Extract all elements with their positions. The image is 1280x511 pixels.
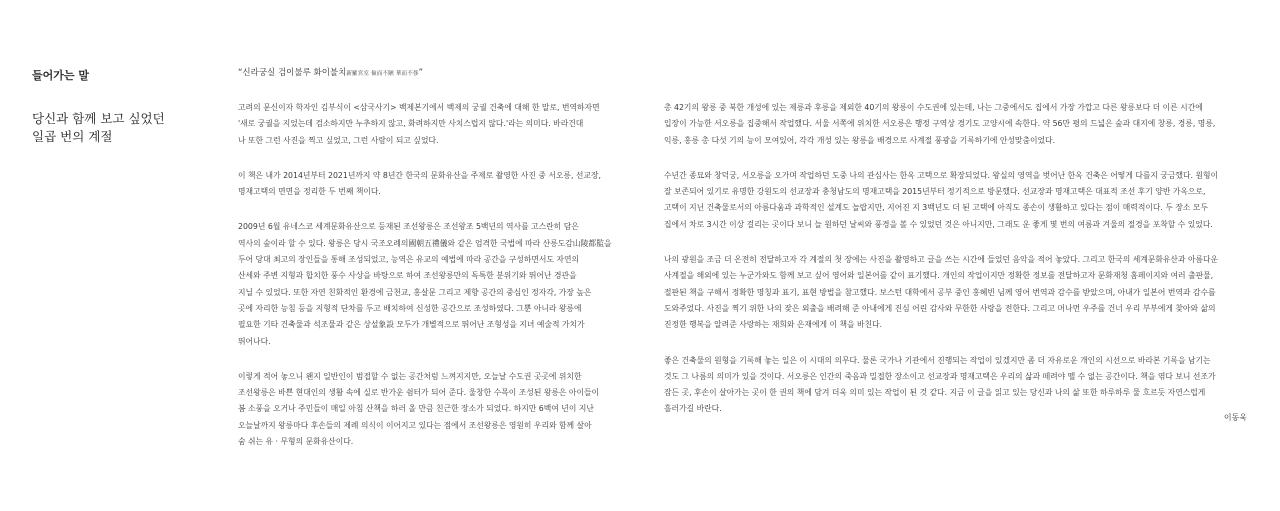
paragraph xyxy=(664,100,1216,149)
paragraph xyxy=(238,369,630,450)
epigraph-hanja: 新羅宮室 儉而不陋 華而不侈 xyxy=(346,71,419,77)
paragraph xyxy=(664,353,1216,418)
text-line: 고려의 문신이자 학자인 김부식이 <삼국사기> 백제본기에서 백제의 궁궐 건축에 대해 한 말로, 번역하자면 xyxy=(238,103,600,112)
paragraph xyxy=(238,168,630,201)
section-label: 들어가는 말 xyxy=(32,69,89,82)
text-line: 2009년 6월 유네스코 세계문화유산으로 등재된 조선왕릉은 조선왕조 5백년의 역사를 고스란히 담은 xyxy=(238,222,579,232)
text-line: 산세와 주변 지형과 합치한 풍수 사상을 바탕으로 하여 조선왕릉만의 독특한 분위기와 뛰어난 경관을 xyxy=(238,271,577,281)
author-signature: 이동욱 xyxy=(1223,413,1247,422)
text-line: 도와주었다. 사진을 찍기 위한 나의 잦은 외출을 배려해 준 아내에게 진심 어린 감사와 무한한 사랑을 전한다. 그리고 머나먼 우주를 건너 우리 부부에게 찾아와 삶의 xyxy=(664,303,1216,313)
text-line: 총 42기의 왕릉 중 북한 개성에 있는 제릉과 후릉을 제외한 40기의 왕릉이 수도권에 있는데, 나는 그중에서도 집에서 가장 가깝고 다른 왕릉보다 더 이른 시간에 xyxy=(664,103,1203,112)
epigraph-text: “신라궁실 검이불루 화이불치 xyxy=(238,68,347,78)
title-line: 일곱 번의 계절 xyxy=(32,129,113,144)
text-line: '새로 궁궐을 지었는데 검소하지만 누추하지 않고, 화려하지만 사치스럽지 않다.'라는 의미다. 바라건대 xyxy=(238,119,584,129)
left-text-column xyxy=(238,100,630,469)
text-line: 나 또한 그런 사진을 찍고 싶었고, 그런 사람이 되고 싶었다. xyxy=(238,135,439,145)
text-line: 숨 쉬는 유 · 무형의 문화유산이다. xyxy=(238,437,354,447)
text-line: 명재고택의 면면을 정리한 두 번째 책이다. xyxy=(238,187,381,197)
text-line: 오늘날까지 왕릉마다 후손들의 제례 의식이 이어지고 있다는 점에서 조선왕릉은 영원히 우리와 함께 살아 xyxy=(238,420,592,430)
title-line: 당신과 함께 보고 싶었던 xyxy=(32,111,165,126)
text-line: 좋은 건축물의 원형을 기록해 놓는 일은 이 시대의 의무다. 물론 국가나 기관에서 진행되는 작업이 있겠지만 좀 더 자유로운 개인의 시선으로 바라본 기록을 남기는 xyxy=(664,355,1211,365)
page-title xyxy=(32,110,212,146)
text-line: 잘 보존되어 있기로 유명한 강원도의 선교장과 충청남도의 명재고택을 2015년부터 정기적으로 방문했다. 선교장과 명재고택은 대표적 조선 후기 양반 가옥으로, xyxy=(664,187,1206,197)
text-line: 집에서 차로 3시간 이상 걸리는 곳이다 보니 늘 원하던 날씨와 풍경을 볼 수 있었던 것은 아니지만, 그래도 운 좋게 몇 번의 여름과 겨울의 절경을 포착할 수 있었다. xyxy=(664,219,1213,229)
text-line: 뛰어나다. xyxy=(238,336,271,346)
text-line: 나의 광원을 조금 더 온전히 전달하고자 각 계절의 첫 장에는 사진을 촬영하고 글을 쓰는 시간에 들었던 음악을 적어 놓았다. 그리고 한국의 세계문화유산과 아름다운 xyxy=(664,255,1219,265)
text-line: 것도 그 나름의 의미가 있을 것이다. 서오릉은 인간의 죽음과 밀접한 장소이고 선교장과 명재고택은 우리의 삶과 떼려야 뗄 수 없는 공간이다. 책을 엮다 보니 선조가 xyxy=(664,371,1216,381)
text-line: 잠든 곳, 후손이 살아가는 곳이 한 권의 책에 담겨 더욱 의미 있는 작업이 된 것 같다. 지금 이 글을 읽고 있는 당신과 나의 삶 또한 하루하루 물 흐르듯 자연스럽게 xyxy=(664,388,1206,398)
text-line: 사계절을 해외에 있는 누군가와도 함께 보고 싶어 영어와 일본어를 같이 표기했다. 개인의 작업이지만 정확한 정보를 전달하고자 문화재청 홈페이지와 여러 출판물, xyxy=(664,271,1214,281)
paragraph xyxy=(238,219,630,349)
epigraph-close: ” xyxy=(418,68,424,78)
text-line: 진정한 행복을 알려준 사랑하는 재희와 은재에게 이 책을 바친다. xyxy=(664,320,883,330)
text-line: 역사의 숲이라 할 수 있다. 왕릉은 당시 국조오례의國朝五禮儀와 같은 엄격한 국법에 따라 산릉도감山陵都監을 xyxy=(238,238,612,248)
text-line: 입장이 가능한 서오릉을 집중해서 작업했다. 서울 서쪽에 위치한 서오릉은 행정 구역상 경기도 고양시에 속한다. 약 56만 평의 드넓은 숲과 대지에 창릉, 경릉, 명릉, xyxy=(664,119,1216,129)
right-text-column xyxy=(664,100,1219,437)
text-line: 조선왕릉은 바쁜 현대인의 생활 속에 실로 반가운 쉼터가 되어 준다. 울창한 수목이 조성된 왕릉은 아이들이 xyxy=(238,388,600,398)
text-line: 이렇게 적어 놓으니 왠지 일반인이 범접할 수 없는 공간처럼 느껴지지만, 오늘날 수도권 곳곳에 위치한 xyxy=(238,371,582,381)
paragraph xyxy=(238,100,630,149)
text-line: 곳에 자리한 능침 등을 지형적 단차를 두고 배치하여 신성한 공간으로 조성하였다. 그뿐 아니라 왕릉에 xyxy=(238,303,582,313)
text-line: 필요한 기타 건축물과 석조물과 같은 상설象設 모두가 개별적으로 뛰어난 조형성을 지녀 예술적 가치가 xyxy=(238,320,585,330)
text-line: 흘러가길 바란다. xyxy=(664,404,722,414)
text-line: 수년간 종묘와 창덕궁, 서오릉을 오가며 작업하던 도중 나의 관심사는 한옥 고택으로 확장되었다. 왕실의 영역을 벗어난 한옥 건축은 어떻게 다를지 궁금했다. 원형이 xyxy=(664,170,1219,180)
text-line: 익릉, 홍릉 총 다섯 기의 능이 모여있어, 각각 개성 있는 왕릉을 배경으로 사계절 풍광을 기록하기에 안성맞춤이었다. xyxy=(664,135,1056,145)
paragraph xyxy=(664,252,1219,333)
text-line: 고택이 지닌 건축물로서의 아름다움과 과학적인 설계도 놀랍지만, 지어진 지 3백년도 더 된 고택에 아직도 종손이 생활하고 있다는 점이 매력적이다. 두 장소 모두 xyxy=(664,203,1208,213)
epigraph xyxy=(238,66,423,78)
text-line: 이 책은 내가 2014년부터 2021년까지 약 8년간 한국의 문화유산을 주제로 촬영한 사진 중 서오릉, 선교장, xyxy=(238,170,601,180)
text-line: 두어 당대 최고의 장인들을 통해 조성되었고, 능역은 유교의 예법에 따라 공간을 구성하면서도 자연의 xyxy=(238,255,580,265)
text-line: 봄 소풍을 오거나 주민들이 매일 아침 산책을 하러 올 만큼 친근한 장소가 되었다. 하지만 6백여 년이 지난 xyxy=(238,404,594,414)
text-line: 지닐 수 있었다. 또한 자연 친화적인 환경에 금천교, 홍살문 그리고 제향 공간의 중심인 정자각, 가장 높은 xyxy=(238,287,592,297)
text-line: 절판된 책을 구해서 정확한 명칭과 표기, 표현 방법을 참고했다. 보스턴 대학에서 공부 중인 홍혜빈 님께 영어 번역과 감수를 받았으며, 아내가 일본어 번역과 감수를 xyxy=(664,287,1216,297)
paragraph xyxy=(664,168,1219,233)
